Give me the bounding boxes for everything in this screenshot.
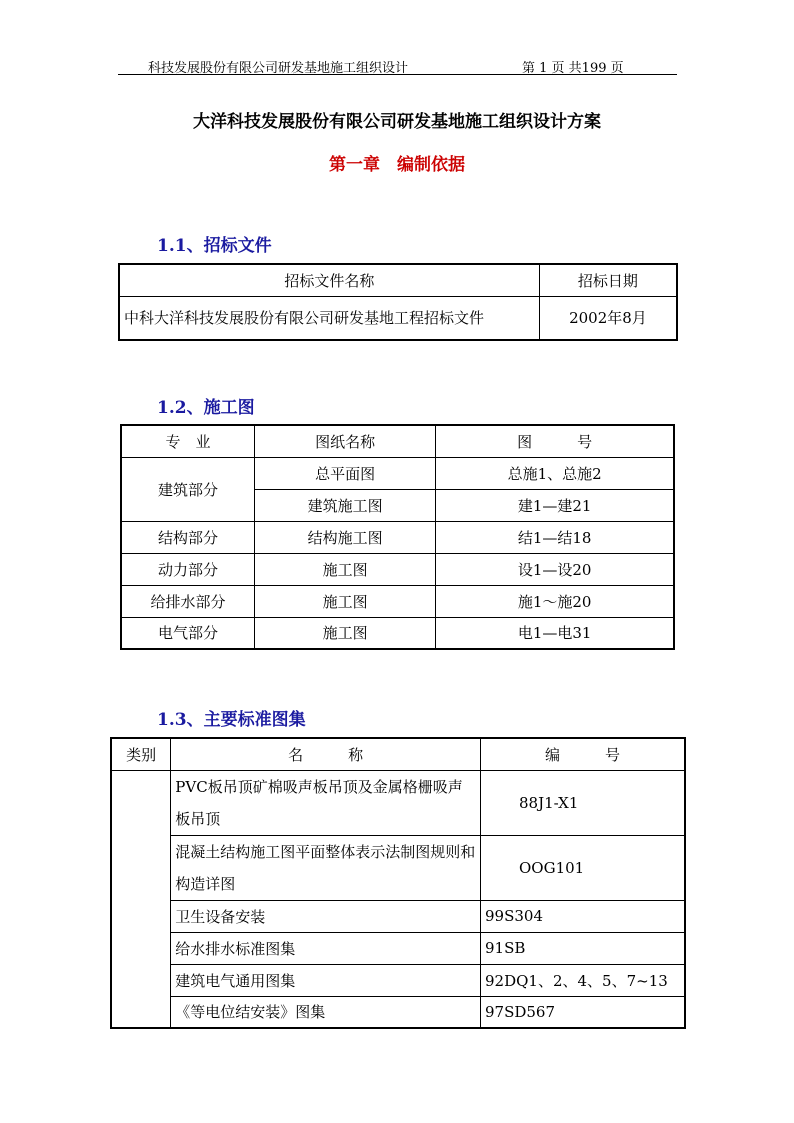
table-header-cell: 招标文件名称 (119, 264, 539, 296)
table-row (111, 835, 685, 900)
table-cell: 99S304 (481, 900, 686, 932)
table-cell: 建筑施工图 (255, 489, 436, 521)
table-cell: 88J1-X1 (481, 770, 686, 835)
header-doc-title: 科技发展股份有限公司研发基地施工组织设计 (148, 61, 409, 76)
table-row (111, 964, 685, 996)
page-header (118, 56, 677, 75)
table-cell: PVC板吊顶矿棉吸声板吊顶及金属格栅吸声板吊顶 (171, 770, 481, 835)
table-cell: 92DQ1、2、4、5、7~13 (481, 964, 686, 996)
table-cell: 中科大洋科技发展股份有限公司研发基地工程招标文件 (119, 296, 539, 340)
table-cell: 卫生设备安装 (171, 900, 481, 932)
table-cell: OOG101 (481, 835, 686, 900)
chapter-heading: 第一章 编制依据 (329, 155, 465, 175)
table-cell: 总平面图 (255, 457, 436, 489)
table-cell: 建筑电气通用图集 (171, 964, 481, 996)
table-cell: 《等电位结安装》图集 (171, 996, 481, 1028)
table-cell: 给排水部分 (121, 585, 255, 617)
table-row (111, 770, 685, 835)
table-cell: 施工图 (255, 553, 436, 585)
drawings-table (120, 424, 675, 650)
table-cell: 施工图 (255, 617, 436, 649)
table-header-cell: 编 号 (481, 738, 686, 770)
table-header-cell: 招标日期 (539, 264, 677, 296)
table-cell: 结1—结18 (436, 521, 674, 553)
table-cell: 给水排水标准图集 (171, 932, 481, 964)
table-header-cell: 图纸名称 (255, 425, 436, 457)
table-cell: 91SB (481, 932, 686, 964)
table-header-cell: 图 号 (436, 425, 674, 457)
table-cell: 2002年8月 (539, 296, 677, 340)
table-row (111, 932, 685, 964)
table-cell: 结构施工图 (255, 521, 436, 553)
section-heading-1-2: 1.2、施工图 (157, 398, 255, 418)
table-row (121, 553, 674, 585)
standards-table (110, 737, 686, 1029)
tender-doc-table (118, 263, 678, 341)
table-row (121, 617, 674, 649)
section-heading-1-3: 1.3、主要标准图集 (157, 710, 306, 730)
table-row (121, 457, 674, 489)
table-row (121, 521, 674, 553)
table-cell: 设1—设20 (436, 553, 674, 585)
table-cell: 建筑部分 (121, 457, 255, 521)
table-cell: 混凝土结构施工图平面整体表示法制图规则和构造详图 (171, 835, 481, 900)
table-cell: 施1～施20 (436, 585, 674, 617)
header-page-number: 第 1 页 共199 页 (522, 61, 624, 76)
table-header-cell: 类别 (111, 738, 171, 770)
section-heading-1-1: 1.1、招标文件 (157, 236, 272, 256)
table-row (121, 585, 674, 617)
table-cell: 动力部分 (121, 553, 255, 585)
category-cell (111, 770, 171, 1028)
table-row (111, 996, 685, 1028)
table-cell: 电气部分 (121, 617, 255, 649)
table-cell: 建1—建21 (436, 489, 674, 521)
table-header-cell: 名 称 (171, 738, 481, 770)
document-title: 大洋科技发展股份有限公司研发基地施工组织设计方案 (193, 112, 601, 132)
table-header-cell: 专 业 (121, 425, 255, 457)
table-cell: 电1—电31 (436, 617, 674, 649)
table-cell: 97SD567 (481, 996, 686, 1028)
table-cell: 总施1、总施2 (436, 457, 674, 489)
table-cell: 结构部分 (121, 521, 255, 553)
table-cell: 施工图 (255, 585, 436, 617)
table-row (111, 900, 685, 932)
